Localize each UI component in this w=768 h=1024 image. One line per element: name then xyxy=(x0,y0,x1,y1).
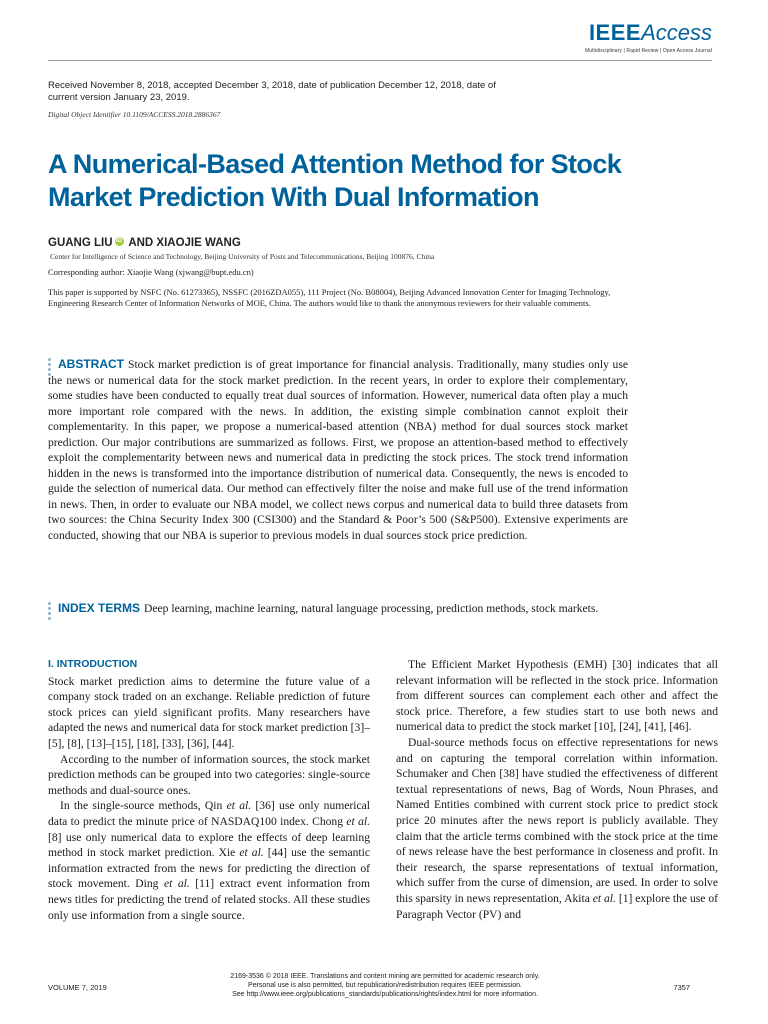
body-column-right xyxy=(396,657,718,922)
logo-tagline: Multidisciplinary | Rapid Review | Open Access Journal xyxy=(585,48,712,54)
corresponding-author: Corresponding author: Xiaojie Wang (xjwang@bupt.edu.cn) xyxy=(48,267,254,277)
intro-paragraph-2: According to the number of information sources, the stock market prediction methods can be grouped into two categories: single-source methods and dual-source ones. xyxy=(48,752,370,797)
affiliation: Center for Intelligence of Science and Technology, Beijing University of Posts and Telecommunications, Beijing 100876, China xyxy=(50,252,435,261)
logo-ieee: IEEE xyxy=(588,20,642,45)
page-number: 7357 xyxy=(673,983,690,992)
author-2: AND XIAOJIE WANG xyxy=(128,237,241,249)
footer-volume: VOLUME 7, 2019 xyxy=(48,983,107,992)
intro-paragraph-5: Dual-source methods focus on effective representations for news and on capturing the temporal correlation within information. Schumaker and Chen [38] have studied the effectiveness of different textual representations of news, Bag of Words, Noun Phrases, and Named Entities combined with current stock price to predict stock price 20 minutes after the news report is publicly available. They claim that the article terms combined with the stock price at the time of news release have the best performance in closeness and profit. In their research, the sparse representations of textual information, which suffer from the curse of dimension, are used. In order to solve this sparsity in news representation, Akita et al. [1] explore the use of Paragraph Vector (PV) and xyxy=(396,735,718,921)
intro-paragraph-1: Stock market prediction aims to determine the future value of a company stock traded on an exchange. Reliable prediction of future stock prices can yield significant profits. Many researchers have adapted the news and numerical data for stock market prediction [3]–[5], [8], [13]–[15], [18], [33], [36], [44]. xyxy=(48,674,370,750)
abstract xyxy=(48,357,628,543)
copyright-line-2: Personal use is also permitted, but republication/redistribution requires IEEE permission. xyxy=(248,982,522,989)
footer-copyright xyxy=(190,972,580,999)
funding-acknowledgement: This paper is supported by NSFC (No. 61273365), NSSFC (2016ZDA055), 111 Project (No. B08004), Beijing Advanced Innovation Center for Imaging Technology, Engineering Research Center of Information Networks of MOE, China. The authors would like to thank the anonymous reviewers for their valuable comments. xyxy=(48,287,611,308)
intro-paragraph-4: The Efficient Market Hypothesis (EMH) [30] indicates that all relevant information will be reflected in the stock price. Information from different sources can complement each other and affect the stock price. Therefore, a few studies start to use both news and numerical data to predict the stock market [10], [24], [41], [46]. xyxy=(396,658,718,734)
paper-title: A Numerical-Based Attention Method for Stock Market Prediction With Dual Information xyxy=(48,149,622,212)
received-dates: Received November 8, 2018, accepted December 3, 2018, date of publication December 12, 2018, date of current version January 23, 2019. xyxy=(48,80,496,103)
author-1: GUANG LIU xyxy=(48,237,113,249)
logo-access: Access xyxy=(641,20,712,45)
abstract-text: Stock market prediction is of great importance for financial analysis. Traditionally, many studies only use the news or numerical data for the stock market prediction. In the recent years, in order to explore their complementary, some studies have been conducted to equally treat dual sources of information. However, numerical data often play a much more important role compared with the news. In addition, the existing simple combination cannot exploit their complementarity. In this paper, we propose a numerical-based attention (NBA) method for dual sources stock market prediction. Our major contributions are summarized as follows. First, we propose an attention-based method to effectively exploit the complementarity between news and numerical data in predicting the stock prices. The stock trend information hidden in the news is transformed into the importance distribution of numerical data. Consequently, the news is encoded to guide the selection of numerical data. Our method can effectively filter the noise and make full use of the trend information in news. Then, in order to evaluate our NBA model, we collect news corpus and numerical data to build three datasets from two sources: the China Security Index 300 (CSI300) and the Standard & Poor’s 500 (S&P500). Extensive experiments are conducted, showing that our NBA is superior to previous models in dual sources stock price prediction. xyxy=(48,358,628,542)
section-heading-introduction: I. INTRODUCTION xyxy=(48,658,138,670)
body-column-left xyxy=(48,657,370,923)
index-terms-label: INDEX TERMS xyxy=(58,601,141,615)
index-terms-text: Deep learning, machine learning, natural language processing, prediction methods, stock markets. xyxy=(144,602,599,615)
copyright-line-3[interactable]: See http://www.ieee.org/publications_standards/publications/rights/index.html for more information. xyxy=(232,991,538,998)
author-line xyxy=(48,237,241,249)
index-terms xyxy=(48,601,628,617)
copyright-line-1: 2169-3536 © 2018 IEEE. Translations and content mining are permitted for academic research only. xyxy=(230,973,540,980)
doi[interactable]: Digital Object Identifier 10.1109/ACCESS.2018.2886367 xyxy=(48,110,221,119)
intro-paragraph-3: In the single-source methods, Qin et al. [36] use only numerical data to predict the minute price of NASDAQ100 index. Chong et al. [8] use only numerical data to explore the effects of deep learning method in stock market prediction. Xie et al. [44] use the semantic information extracted from the news for predicting the direction of stock movement. Ding et al. [11] extract event information from news titles for predicting the trend of related stocks. All these studies only use information from a single source. xyxy=(48,799,370,922)
orcid-icon[interactable]: iD xyxy=(116,238,123,244)
header-divider xyxy=(48,60,712,61)
journal-logo xyxy=(585,20,712,54)
abstract-label: ABSTRACT xyxy=(58,357,124,371)
